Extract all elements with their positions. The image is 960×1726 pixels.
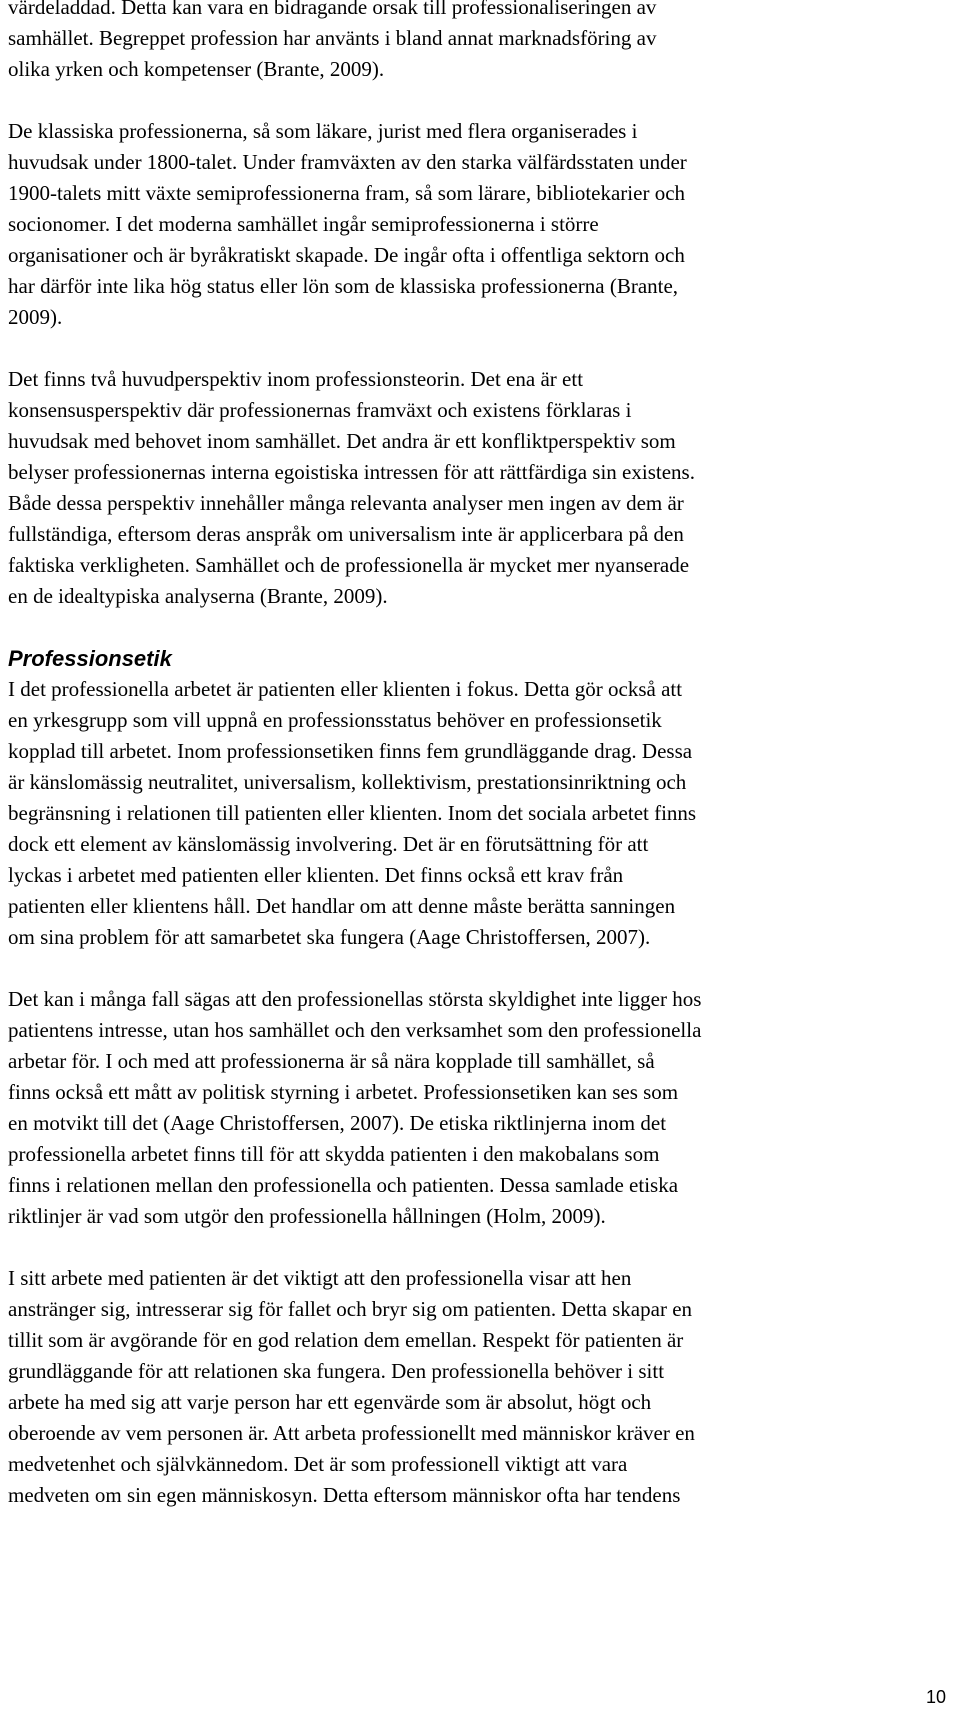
text-line: samhället. Begreppet profession har använts i bland annat marknadsföring av (8, 26, 657, 50)
text-line: olika yrken och kompetenser (Brante, 2009). (8, 57, 385, 81)
text-line: anstränger sig, intresserar sig för fallet och bryr sig om patienten. Detta skapar en (8, 1297, 693, 1321)
text-line: fullständiga, eftersom deras anspråk om universalism inte är applicerbara på den (8, 522, 684, 546)
text-line: arbete ha med sig att varje person har ett egenvärde som är absolut, högt och (8, 1390, 652, 1414)
text-line: riktlinjer är vad som utgör den professionella hållningen (Holm, 2009). (8, 1204, 606, 1228)
text-line: en de idealtypiska analyserna (Brante, 2009). (8, 584, 388, 608)
text-line: Både dessa perspektiv innehåller många relevanta analyser men ingen av dem är (8, 491, 684, 515)
text-line: har därför inte lika hög status eller lön som de klassiska professionerna (Brante, (8, 274, 679, 298)
page-number: 10 (925, 1687, 946, 1707)
paragraph-6 (8, 1263, 952, 1511)
section-heading: Professionsetik (8, 646, 172, 671)
text-line: om sina problem för att samarbetet ska fungera (Aage Christoffersen, 2007). (8, 925, 651, 949)
text-line: 2009). (8, 305, 63, 329)
text-line: konsensusperspektiv där professionernas framväxt och existens förklaras i (8, 398, 632, 422)
text-line: Det kan i många fall sägas att den professionellas största skyldighet inte ligger hos (8, 987, 702, 1011)
text-line: belyser professionernas interna egoistiska intressen för att rättfärdiga sin existens. (8, 460, 695, 484)
text-line: organisationer och är byråkratiskt skapade. De ingår ofta i offentliga sektorn och (8, 243, 685, 267)
text-line: patienten eller klientens håll. Det handlar om att denne måste berätta sanningen (8, 894, 676, 918)
paragraph-gap (8, 953, 952, 984)
paragraph-2 (8, 116, 952, 333)
text-line: professionella arbetet finns till för att skydda patienten i den makobalans som (8, 1142, 660, 1166)
paragraph-gap (8, 612, 952, 643)
paragraph-gap (8, 1232, 952, 1263)
text-line: grundläggande för att relationen ska fungera. Den professionella behöver i sitt (8, 1359, 665, 1383)
paragraph-gap (8, 333, 952, 364)
text-line: tillit som är avgörande för en god relation dem emellan. Respekt för patienten är (8, 1328, 684, 1352)
document-body (8, 0, 952, 1511)
text-line: socionomer. I det moderna samhället ingår semiprofessionerna i större (8, 212, 599, 236)
text-line: finns också ett mått av politisk styrning i arbetet. Professionsetiken kan ses som (8, 1080, 679, 1104)
text-line: lyckas i arbetet med patienten eller klienten. Det finns också ett krav från (8, 863, 624, 887)
paragraph-gap (8, 85, 952, 116)
text-line: finns i relationen mellan den professionella och patienten. Dessa samlade etiska (8, 1173, 679, 1197)
text-line: I sitt arbete med patienten är det viktigt att den professionella visar att hen (8, 1266, 632, 1290)
text-line: en yrkesgrupp som vill uppnå en professionsstatus behöver en professionsetik (8, 708, 662, 732)
text-line: kopplad till arbetet. Inom professionsetiken finns fem grundläggande drag. Dessa (8, 739, 693, 763)
text-line: begränsning i relationen till patienten eller klienten. Inom det sociala arbetet finns (8, 801, 697, 825)
paragraph-1 (8, 0, 952, 85)
text-line: arbetar för. I och med att professionerna är så nära kopplade till samhället, så (8, 1049, 655, 1073)
text-line: en motvikt till det (Aage Christoffersen, 2007). De etiska riktlinjerna inom det (8, 1111, 667, 1135)
text-line: Det finns två huvudperspektiv inom professionsteorin. Det ena är ett (8, 367, 584, 391)
text-line: medveten om sin egen människosyn. Detta eftersom människor ofta har tendens (8, 1483, 681, 1507)
text-line: dock ett element av känslomässig involvering. Det är en förutsättning för att (8, 832, 649, 856)
paragraph-3 (8, 364, 952, 612)
text-line: medvetenhet och självkännedom. Det är som professionell viktigt att vara (8, 1452, 628, 1476)
paragraph-5 (8, 984, 952, 1232)
paragraph-4 (8, 674, 952, 953)
text-line: värdeladdad. Detta kan vara en bidragande orsak till professionaliseringen av (8, 0, 657, 19)
text-line: huvudsak med behovet inom samhället. Det andra är ett konfliktperspektiv som (8, 429, 676, 453)
text-line: huvudsak under 1800-talet. Under framväxten av den starka välfärdsstaten under (8, 150, 687, 174)
text-line: patientens intresse, utan hos samhället och den verksamhet som den professionella (8, 1018, 702, 1042)
text-line: faktiska verkligheten. Samhället och de professionella är mycket mer nyanserade (8, 553, 690, 577)
text-line: är känslomässig neutralitet, universalism, kollektivism, prestationsinriktning och (8, 770, 687, 794)
text-line: oberoende av vem personen är. Att arbeta professionellt med människor kräver en (8, 1421, 695, 1445)
text-line: De klassiska professionerna, så som läkare, jurist med flera organiserades i (8, 119, 638, 143)
text-line: 1900-talets mitt växte semiprofessionerna fram, så som lärare, bibliotekarier och (8, 181, 686, 205)
text-line: I det professionella arbetet är patienten eller klienten i fokus. Detta gör också att (8, 677, 683, 701)
